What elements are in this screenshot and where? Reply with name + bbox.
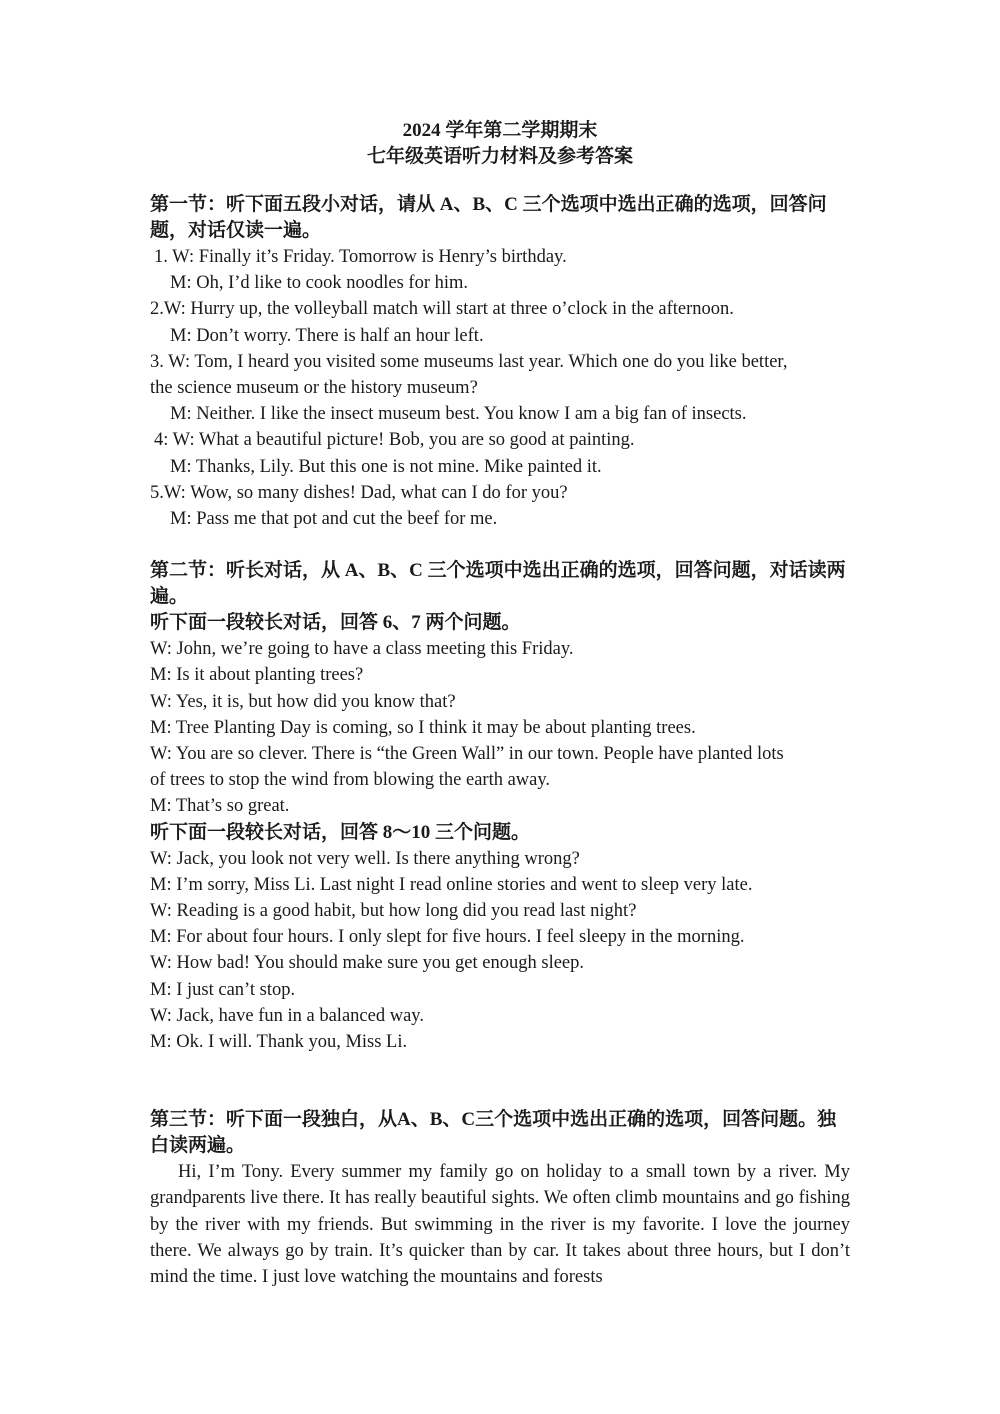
- dialog-line: W: Jack, you look not very well. Is there anything wrong?: [150, 848, 580, 869]
- dialog-line: M: I just can’t stop.: [150, 979, 296, 1000]
- dialog-line: 2.W: Hurry up, the volleyball match will start at three o’clock in the afternoon.: [150, 299, 734, 320]
- dialog-line: W: Reading is a good habit, but how long did you read last night?: [150, 901, 637, 922]
- dialog-line: 3. W: Tom, I heard you visited some museums last year. Which one do you like better,: [150, 351, 788, 372]
- dialog-line: the science museum or the history museum?: [150, 378, 478, 399]
- section2-subheading-2: 听下面一段较长对话，回答 8～10 三个问题。: [150, 821, 531, 843]
- dialog-line: W: Jack, have fun in a balanced way.: [150, 1005, 424, 1026]
- dialog-line: W: John, we’re going to have a class meeting this Friday.: [150, 639, 574, 660]
- dialog-line: M: Thanks, Lily. But this one is not mine. Mike painted it.: [170, 456, 602, 477]
- dialog-line: W: Yes, it is, but how did you know that?: [150, 691, 456, 712]
- dialog-line: M: Oh, I’d like to cook noodles for him.: [170, 273, 469, 294]
- dialog-line: 1. W: Finally it’s Friday. Tomorrow is Henry’s birthday.: [154, 247, 567, 267]
- monologue-paragraph: Hi, I’m Tony. Every summer my family go on holiday to a small town by a river. My grandparents live there. It has really beautiful sights. We often climb mountains and go fishing by the river with my friends. But swimming in the river is my favorite. I love the journey there. We always go by train. It’s quicker than by car. It takes about three hours, but I don’t mind the time. I just love watching the mountains and forests: [150, 1162, 850, 1288]
- spacer: [150, 532, 850, 558]
- dialog-line: M: Tree Planting Day is coming, so I think it may be about planting trees.: [150, 717, 696, 738]
- dialog-line: M: For about four hours. I only slept for five hours. I feel sleepy in the morning.: [150, 927, 745, 948]
- document-page: [150, 118, 850, 1290]
- dialog-line: M: Neither. I like the insect museum best. You know I am a big fan of insects.: [170, 404, 747, 425]
- section2-subheading-1: 听下面一段较长对话，回答 6、7 两个问题。: [150, 612, 521, 634]
- dialog-line: 5.W: Wow, so many dishes! Dad, what can I do for you?: [150, 482, 568, 503]
- section2-heading: 第二节：听长对话，从 A、B、C 三个选项中选出正确的选项，回答问题，对话读两遍。: [150, 560, 846, 608]
- doc-title-line2: 七年级英语听力材料及参考答案: [366, 146, 633, 167]
- dialog-line: M: Ok. I will. Thank you, Miss Li.: [150, 1032, 408, 1053]
- dialog-line: W: You are so clever. There is “the Green Wall” in our town. People have planted lots: [150, 744, 784, 765]
- dialog-line: W: How bad! You should make sure you get enough sleep.: [150, 953, 585, 974]
- section3-heading: 第三节：听下面一段独白，从A、B、C三个选项中选出正确的选项，回答问题。独白读两遍。: [150, 1109, 837, 1157]
- dialog-line: 4: W: What a beautiful picture! Bob, you are so good at painting.: [154, 430, 635, 451]
- dialog-line: M: I’m sorry, Miss Li. Last night I read online stories and went to sleep very late.: [150, 874, 753, 895]
- spacer: [150, 1055, 850, 1107]
- section1-heading: 第一节：听下面五段小对话，请从 A、B、C 三个选项中选出正确的选项，回答问题，对话仅读一遍。: [150, 194, 827, 241]
- dialog-line: M: Pass me that pot and cut the beef for me.: [170, 509, 498, 530]
- dialog-line: M: That’s so great.: [150, 796, 290, 817]
- dialog-line: M: Is it about planting trees?: [150, 665, 364, 686]
- doc-title-line1: 2024 学年第二学期期末: [402, 120, 598, 141]
- dialog-line: of trees to stop the wind from blowing the earth away.: [150, 770, 551, 791]
- dialog-line: M: Don’t worry. There is half an hour left.: [170, 325, 484, 346]
